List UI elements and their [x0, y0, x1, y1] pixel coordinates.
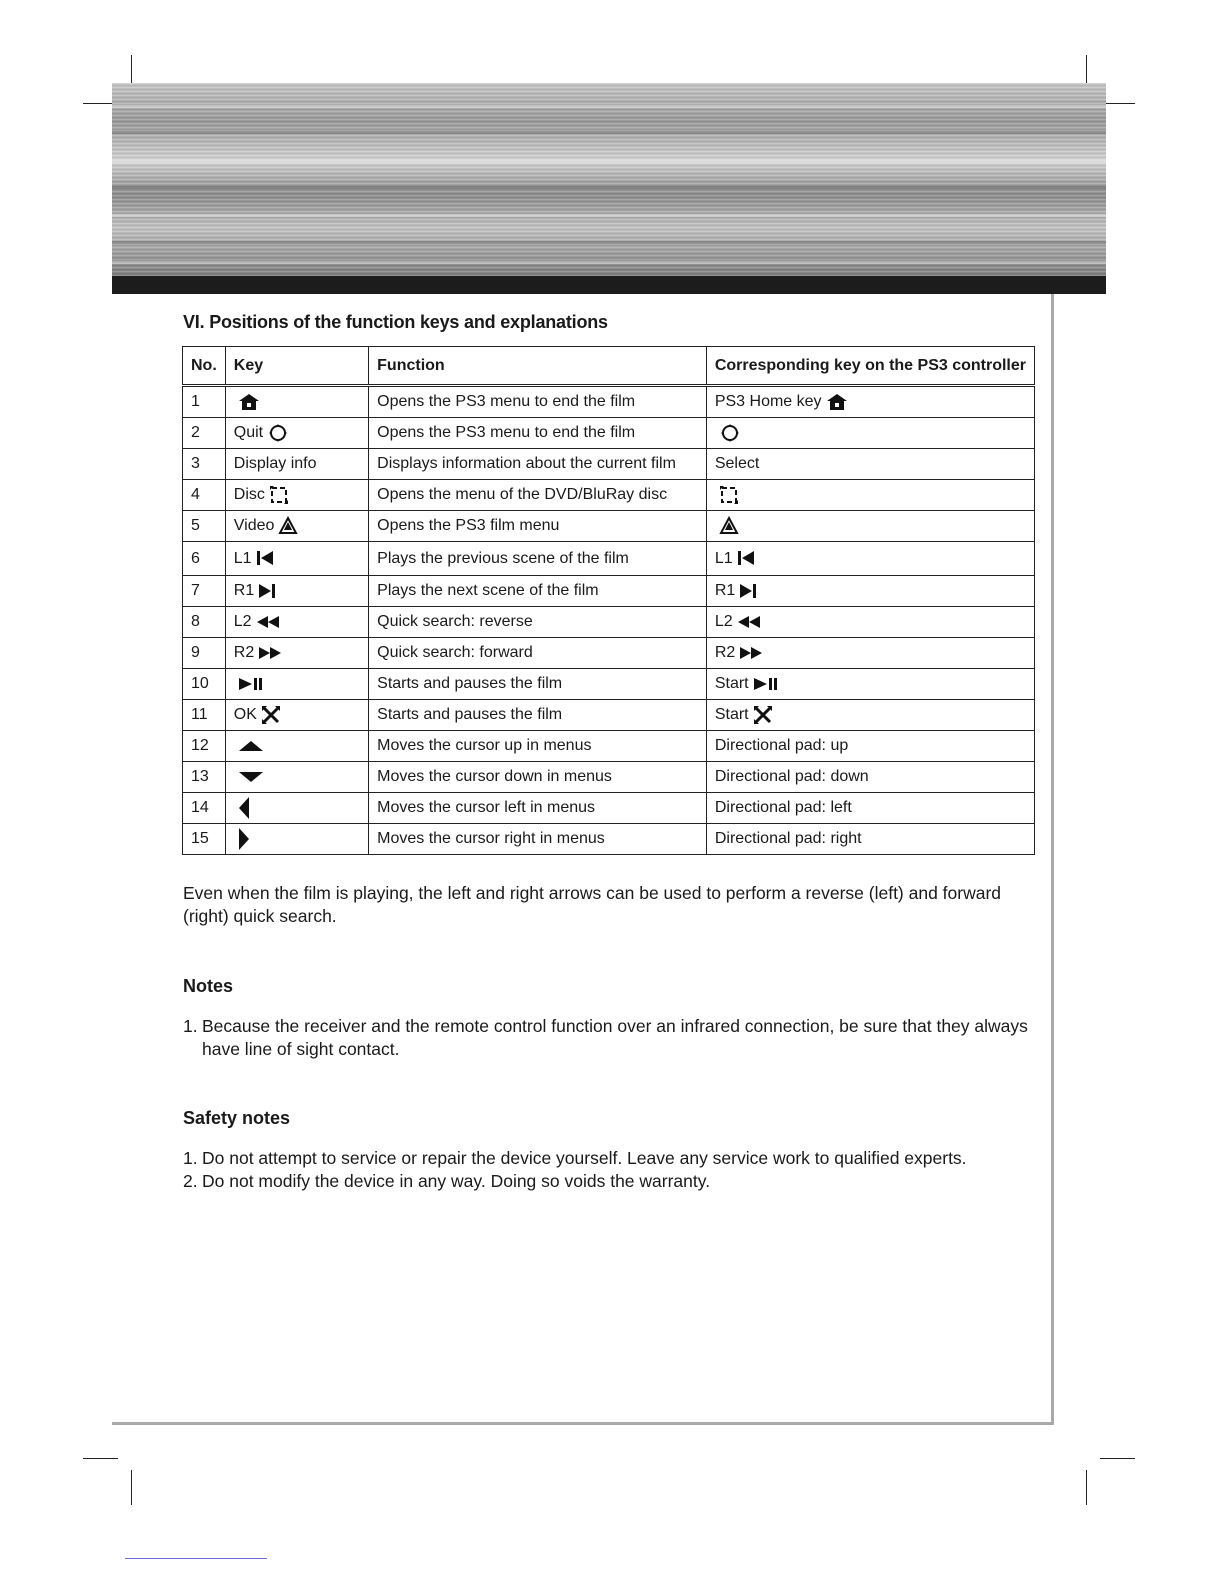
header-no: No.: [183, 347, 226, 386]
skip-previous-icon: [256, 550, 274, 566]
table-row: [183, 793, 1035, 824]
key-cell: Disc: [225, 480, 368, 511]
function-cell: Opens the PS3 menu to end the film: [369, 418, 707, 449]
ps3-key-cell: Start: [706, 700, 1034, 731]
function-cell: Starts and pauses the film: [369, 669, 707, 700]
circle-icon: [719, 422, 741, 444]
ps3-key-cell: Directional pad: right: [706, 824, 1034, 855]
table-row: [183, 418, 1035, 449]
table-row: [183, 731, 1035, 762]
function-cell: Plays the next scene of the film: [369, 576, 707, 607]
triangle-icon: [719, 516, 739, 536]
row-number: 2: [183, 418, 226, 449]
table-row: [183, 669, 1035, 700]
table-row: [183, 511, 1035, 542]
fast-forward-icon: [739, 646, 763, 660]
header-key: Key: [225, 347, 368, 386]
key-cell: [225, 824, 368, 855]
arrow-up-icon: [238, 740, 264, 752]
table-row: [183, 700, 1035, 731]
arrow-right-icon: [238, 827, 250, 851]
crop-mark-bottom-right-v: [1086, 1470, 1087, 1505]
skip-next-icon: [258, 583, 276, 599]
ps3-key-cell: Directional pad: left: [706, 793, 1034, 824]
table-row: [183, 762, 1035, 793]
row-number: 12: [183, 731, 226, 762]
footer-rule: [125, 1558, 267, 1559]
function-cell: Starts and pauses the film: [369, 700, 707, 731]
table-row: [183, 386, 1035, 418]
page-frame-right: [1051, 294, 1054, 1425]
function-cell: Quick search: forward: [369, 638, 707, 669]
function-cell: Moves the cursor right in menus: [369, 824, 707, 855]
notes-title: Notes: [183, 976, 234, 996]
ps3-key-cell: Directional pad: down: [706, 762, 1034, 793]
ps3-key-cell: L1: [706, 542, 1034, 576]
key-cell: L1: [225, 542, 368, 576]
square-icon: [719, 485, 739, 505]
header-function: Function: [369, 347, 707, 386]
ps3-key-cell: Start: [706, 669, 1034, 700]
row-number: 10: [183, 669, 226, 700]
arrow-down-icon: [238, 771, 264, 783]
row-number: 9: [183, 638, 226, 669]
triangle-icon: [278, 516, 298, 536]
ps3-key-cell: L2: [706, 607, 1034, 638]
row-number: 15: [183, 824, 226, 855]
banner-dark-bar: [112, 276, 1106, 294]
ps3-key-cell: Directional pad: up: [706, 731, 1034, 762]
table-row: [183, 824, 1035, 855]
row-number: 4: [183, 480, 226, 511]
notes-list: [183, 1015, 1043, 1061]
table-row: [183, 576, 1035, 607]
arrow-left-icon: [238, 796, 250, 820]
crop-mark-bottom-right-h: [1100, 1458, 1135, 1459]
list-item: 1. Because the receiver and the remote control function over an infrared connection, be sure that they always have line of sight contact.: [183, 1016, 1028, 1059]
play-pause-icon: [238, 677, 264, 691]
key-cell: [225, 762, 368, 793]
function-cell: Moves the cursor left in menus: [369, 793, 707, 824]
rewind-icon: [256, 615, 280, 629]
list-item: 1. Do not attempt to service or repair the device yourself. Leave any service work to qualified experts.: [183, 1148, 967, 1168]
crop-mark-bottom-left-h: [83, 1458, 118, 1459]
row-number: 7: [183, 576, 226, 607]
row-number: 3: [183, 449, 226, 480]
safety-list: [183, 1147, 1043, 1193]
home-icon: [238, 393, 260, 411]
cross-icon: [753, 705, 773, 725]
key-cell: [225, 793, 368, 824]
function-cell: Opens the PS3 film menu: [369, 511, 707, 542]
function-cell: Plays the previous scene of the film: [369, 542, 707, 576]
ps3-key-cell: [706, 418, 1034, 449]
list-item: 2. Do not modify the device in any way. Doing so voids the warranty.: [183, 1171, 711, 1191]
ps3-key-cell: [706, 511, 1034, 542]
row-number: 14: [183, 793, 226, 824]
key-cell: Display info: [225, 449, 368, 480]
row-number: 5: [183, 511, 226, 542]
table-row: [183, 480, 1035, 511]
fast-forward-icon: [258, 646, 282, 660]
key-cell: [225, 731, 368, 762]
function-cell: Opens the menu of the DVD/BluRay disc: [369, 480, 707, 511]
row-number: 1: [183, 386, 226, 418]
table-row: [183, 449, 1035, 480]
table-row: [183, 638, 1035, 669]
function-keys-table: [182, 346, 1035, 855]
row-number: 11: [183, 700, 226, 731]
key-cell: OK: [225, 700, 368, 731]
key-cell: Quit: [225, 418, 368, 449]
key-cell: L2: [225, 607, 368, 638]
brushed-metal-banner: [112, 83, 1106, 276]
row-number: 6: [183, 542, 226, 576]
circle-icon: [267, 422, 289, 444]
function-cell: Opens the PS3 menu to end the film: [369, 386, 707, 418]
intro-paragraph: Even when the film is playing, the left and right arrows can be used to perform a reverse (left) and forward (right) quick search.: [183, 883, 1002, 926]
play-pause-icon: [753, 677, 779, 691]
row-number: 8: [183, 607, 226, 638]
function-cell: Displays information about the current film: [369, 449, 707, 480]
rewind-icon: [737, 615, 761, 629]
square-icon: [269, 485, 289, 505]
ps3-key-cell: [706, 480, 1034, 511]
cross-icon: [261, 705, 281, 725]
function-cell: Quick search: reverse: [369, 607, 707, 638]
skip-next-icon: [739, 583, 757, 599]
ps3-key-cell: R2: [706, 638, 1034, 669]
ps3-key-cell: PS3 Home key: [706, 386, 1034, 418]
header-ps3-key: Corresponding key on the PS3 controller: [706, 347, 1034, 386]
key-cell: R2: [225, 638, 368, 669]
key-cell: Video: [225, 511, 368, 542]
function-cell: Moves the cursor up in menus: [369, 731, 707, 762]
page-frame-bottom: [112, 1422, 1054, 1425]
safety-title: Safety notes: [183, 1108, 291, 1128]
key-cell: [225, 669, 368, 700]
section-title: VI. Positions of the function keys and explanations: [183, 312, 608, 332]
row-number: 13: [183, 762, 226, 793]
key-cell: R1: [225, 576, 368, 607]
function-cell: Moves the cursor down in menus: [369, 762, 707, 793]
home-icon: [826, 393, 848, 411]
skip-previous-icon: [737, 550, 755, 566]
table-row: [183, 542, 1035, 576]
crop-mark-bottom-left-v: [131, 1470, 132, 1505]
table-row: [183, 607, 1035, 638]
ps3-key-cell: Select: [706, 449, 1034, 480]
ps3-key-cell: R1: [706, 576, 1034, 607]
key-cell: [225, 386, 368, 418]
